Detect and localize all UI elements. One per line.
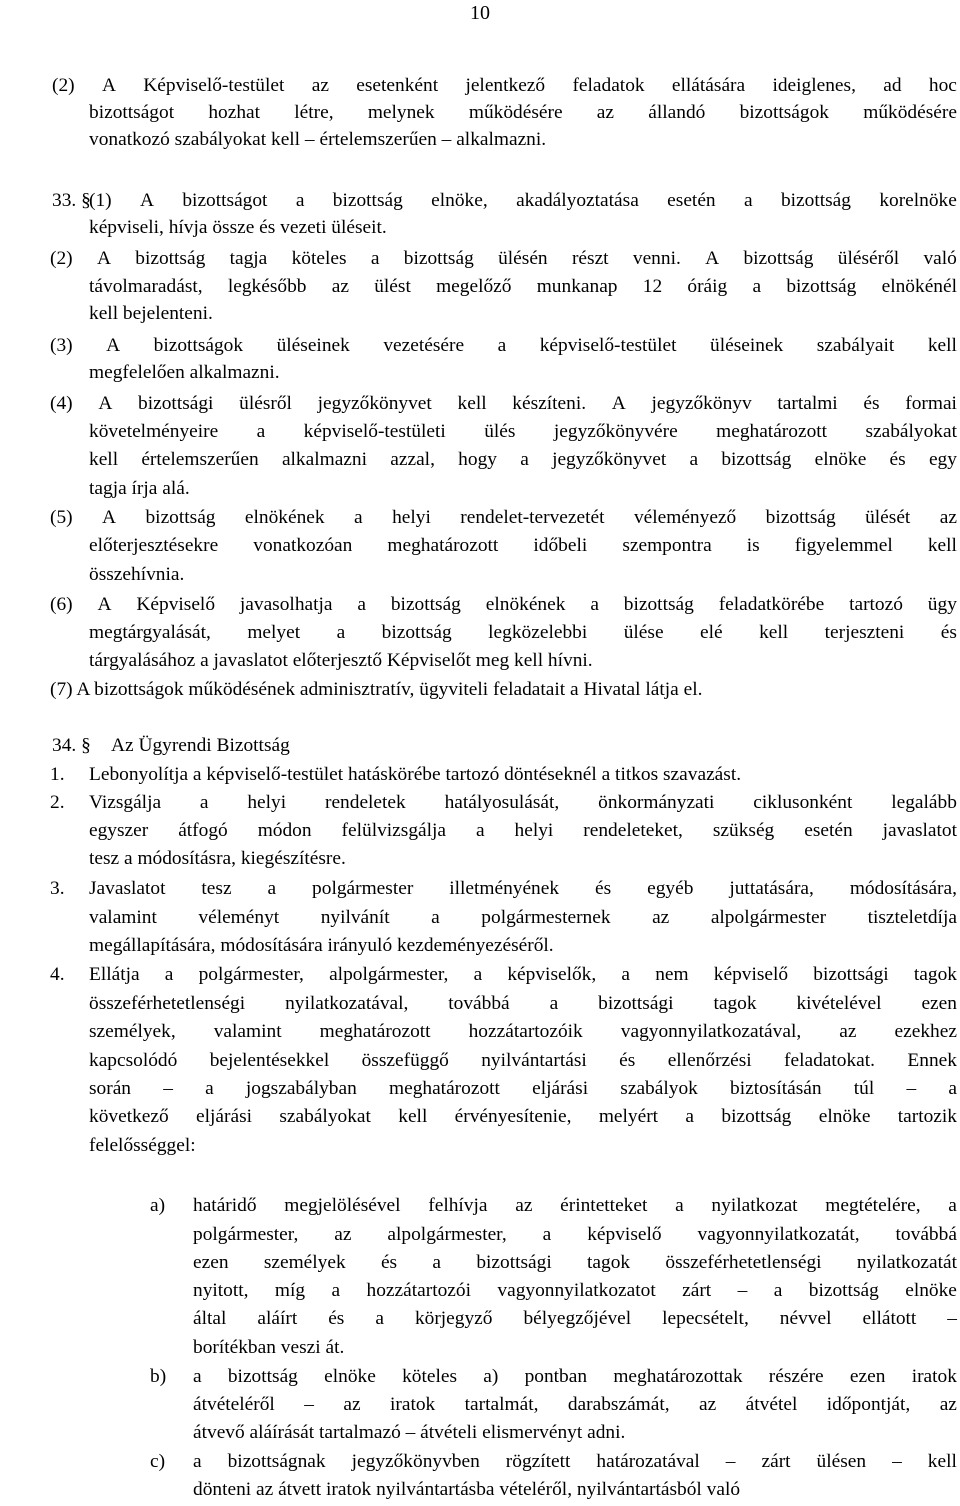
list-item-number: 1. <box>50 764 65 785</box>
section-33-paragraph-4: (4) A bizottsági ülésről jegyzőkönyvet kell készíteni. A jegyzőkönyv tartalmi és formai <box>50 393 957 414</box>
paragraph-2: bizottságot hozhat létre, melynek működésére az állandó bizottságok működésére <box>89 102 957 123</box>
sub-item-a: ezen személyek és a bizottsági tagok összeférhetetlenségi nyilatkozatát <box>193 1252 957 1273</box>
paragraph-2: (2) A Képviselő-testület az esetenként jelentkező feladatok ellátására ideiglenes, ad hoc <box>52 75 957 96</box>
section-34-title: Az Ügyrendi Bizottság <box>111 735 290 756</box>
sub-item-b: a bizottság elnöke köteles a) pontban meghatározottak részére ezen iratok <box>193 1366 957 1387</box>
sub-item-c: a bizottságnak jegyzőkönyvben rögzített határozatával – zárt ülésen – kell <box>193 1451 957 1472</box>
section-33-paragraph-7: (7) A bizottságok működésének adminisztratív, ügyviteli feladatait a Hivatal látja el. <box>50 679 703 700</box>
section-33-paragraph-4: követelményeire a képviselő-testületi ülés jegyzőkönyvére meghatározott szabályokat <box>89 421 957 442</box>
sub-item-a: határidő megjelölésével felhívja az érintetteket a nyilatkozat megtételére, a <box>193 1195 957 1216</box>
section-33-paragraph-5: előterjesztésekre vonatkozóan meghatározott időbeli szempontra is figyelemmel kell <box>89 535 957 556</box>
list-item-3: megállapítására, módosítására irányuló kezdeményezéséről. <box>89 935 554 956</box>
section-33-paragraph-3: megfelelően alkalmazni. <box>89 362 280 383</box>
section-33-paragraph-4: tagja írja alá. <box>89 478 190 499</box>
list-item-2: egyszer átfogó módon felülvizsgálja a helyi rendeleteket, szükség esetén javaslatot <box>89 820 957 841</box>
list-item-4: kapcsolódó bejelentésekkel összefüggő nyilvántartási és ellenőrzési feladatokat. Ennek <box>89 1050 957 1071</box>
section-33-paragraph-2: kell bejelenteni. <box>89 303 213 324</box>
list-item-3: valamint véleményt nyilvánít a polgármesternek az alpolgármester tiszteletdíja <box>89 907 957 928</box>
section-34-heading: 34. § <box>52 735 91 756</box>
page-number: 10 <box>470 2 490 24</box>
sub-item-a: polgármester, az alpolgármester, a képviselő vagyonnyilatkozatát, továbbá <box>193 1224 957 1245</box>
sub-item-label: c) <box>150 1451 166 1472</box>
list-item-4: során – a jogszabályban meghatározott eljárási szabályok biztosításán túl – a <box>89 1078 957 1099</box>
list-item-number: 3. <box>50 878 65 899</box>
sub-item-a: által aláírt és a körjegyző bélyegzőjével lepecsételt, névvel ellátott – <box>193 1308 957 1329</box>
section-33-heading: 33. § <box>52 190 91 211</box>
list-item-2: Vizsgálja a helyi rendeletek hatályosulását, önkormányzati ciklusonként legalább <box>89 792 957 813</box>
sub-item-a: borítékban veszi át. <box>193 1337 345 1358</box>
section-33-paragraph-5: összehívnia. <box>89 564 185 585</box>
section-33-paragraph-2: távolmaradást, legkésőbb az ülést megelőző munkanap 12 óráig a bizottság elnökénél <box>89 276 957 297</box>
list-item-2: tesz a módosításra, kiegészítésre. <box>89 848 346 869</box>
sub-item-c: dönteni az átvett iratok nyilvántartásba vételéről, nyilvántartásból való <box>193 1479 741 1500</box>
section-33-paragraph-1: képviseli, hívja össze és vezeti üléseit. <box>89 217 387 238</box>
section-33-paragraph-6: megtárgyalását, melyet a bizottság legközelebbi ülése elé kell terjeszteni és <box>89 622 957 643</box>
list-item-1: Lebonyolítja a képviselő-testület hatáskörébe tartozó döntéseknél a titkos szavazást. <box>89 764 742 785</box>
section-33-paragraph-4: kell értelemszerűen alkalmazni azzal, hogy a jegyzőkönyvet a bizottság elnöke és egy <box>89 449 957 470</box>
list-item-4: felelősséggel: <box>89 1135 196 1156</box>
sub-item-label: b) <box>150 1366 167 1387</box>
sub-item-b: átvevő aláírását tartalmazó – átvételi elismervényt adni. <box>193 1422 626 1443</box>
list-item-4: összeférhetetlenségi nyilatkozatával, továbbá a bizottsági tagok kivételével ezen <box>89 993 957 1014</box>
section-33-paragraph-2: (2) A bizottság tagja köteles a bizottság ülésén részt venni. A bizottság üléséről való <box>50 248 957 269</box>
list-item-3: Javaslatot tesz a polgármester illetményének és egyéb juttatására, módosítására, <box>89 878 957 899</box>
list-item-number: 4. <box>50 964 65 985</box>
sub-item-a: nyitott, míg a hozzátartozói vagyonnyilatkozatot zárt – a bizottság elnöke <box>193 1280 957 1301</box>
section-33-paragraph-5: (5) A bizottság elnökének a helyi rendelet-tervezetét véleményező bizottság ülését az <box>50 507 957 528</box>
sub-item-b: átvételéről – az iratok tartalmát, darabszámát, az átvétel időpontját, az <box>193 1394 957 1415</box>
section-33-paragraph-6: tárgyalásához a javaslatot előterjesztő Képviselőt meg kell hívni. <box>89 650 593 671</box>
list-item-4: következő eljárási szabályokat kell érvényesítenie, melyért a bizottság elnöke tartozik <box>89 1106 957 1127</box>
sub-item-label: a) <box>150 1195 166 1216</box>
paragraph-2: vonatkozó szabályokat kell – értelemszerűen – alkalmazni. <box>89 129 547 150</box>
list-item-number: 2. <box>50 792 65 813</box>
section-33-paragraph-1: (1) A bizottságot a bizottság elnöke, akadályoztatása esetén a bizottság korelnöke <box>89 190 957 211</box>
list-item-4: Ellátja a polgármester, alpolgármester, a képviselők, a nem képviselő bizottsági tagok <box>89 964 957 985</box>
list-item-4: személyek, valamint meghatározott hozzátartozóik vagyonnyilatkozatával, az ezekhez <box>89 1021 957 1042</box>
section-33-paragraph-3: (3) A bizottságok üléseinek vezetésére a képviselő-testület üléseinek szabályait kell <box>50 335 957 356</box>
section-33-paragraph-6: (6) A Képviselő javasolhatja a bizottság elnökének a bizottság feladatkörébe tartozó ügy <box>50 594 957 615</box>
